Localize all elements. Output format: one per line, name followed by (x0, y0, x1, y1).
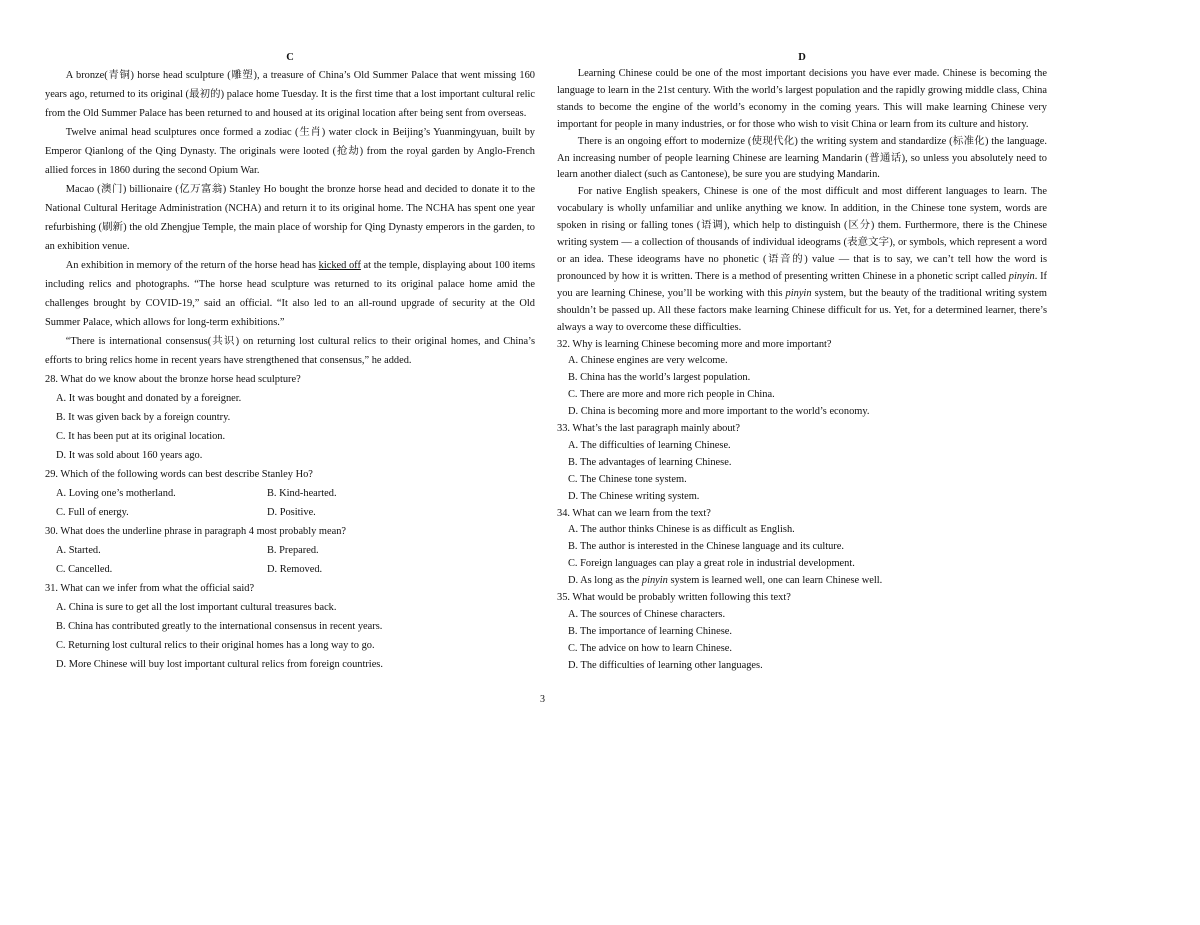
q28-option-d: D. It was sold about 160 years ago. (56, 450, 203, 461)
section-c-paragraph-3: Macao (澳门) billionaire (亿万富翁) Stanley Ho bought the bronze horse head and decided to donate it to the National Cultural Heritage Administration (NCHA) and return it to its original home. The NCHA has spent one year refurbishing (刷新) the old Zhengjue Temple, the main place of worship for Qing Dynasty emperors in the garden, to an exhibition venue. (45, 184, 535, 252)
section-c-paragraph-4 (45, 256, 535, 332)
section-d-paragraph-2: There is an ongoing effort to modernize (使现代化) the writing system and standardize (标准化) the language. An increasing number of people learning Chinese are learning Mandarin (普通话), so unless you absolutely need to learn another dialect (such as Cantonese), be sure you are studying Mandarin. (557, 135, 1047, 181)
question-31: 31. What can we infer from what the official said? (45, 583, 255, 594)
paragraph-3-text-c: system, but the beauty of the traditional writing system shouldn’t be passed up. All these factors make learning Chinese difficult for us. Yet, for a determined learner, there’s always a way to overcome these difficulties. (557, 287, 1047, 333)
q35-option-d: D. The difficulties of learning other languages. (568, 659, 763, 671)
paragraph-3-text-a: For native English speakers, Chinese is one of the most difficult and most different languages to learn. The vocabulary is wholly unfamiliar and unlike anything we know. In addition, in the Chinese tone system, words are spoken in rising or falling tones (语调), which help to distinguish (区分) them. Furthermore, there is the Chinese writing system — a collection of thousands of individual ideograms (表意文字), or symbols, which represent a word or an idea. These ideograms have no phonetic (语音的) value — that is to say, we can’t tell how the word is pronounced by how it is written. There is a method of presenting written Chinese in a phonetic script called (557, 186, 1047, 282)
q35-option-a: A. The sources of Chinese characters. (568, 609, 726, 620)
question-30: 30. What does the underline phrase in paragraph 4 most probably mean? (45, 526, 347, 537)
paragraph-4-text-a: An exhibition in memory of the return of the horse head has (65, 260, 319, 271)
question-33: 33. What’s the last paragraph mainly about? (557, 423, 741, 435)
q33-option-c: C. The Chinese tone system. (568, 473, 687, 485)
section-d-paragraph-3 (557, 184, 1047, 336)
q30-option-b: B. Prepared. (267, 545, 319, 556)
underlined-phrase: kicked off (318, 260, 361, 271)
q29-options (45, 484, 535, 522)
pinyin-term: pinyin (1008, 270, 1035, 282)
q28-option-a: A. It was bought and donated by a foreigner. (56, 393, 242, 404)
q34-option-d-text-a: D. As long as the (568, 575, 642, 587)
question-32: 32. Why is learning Chinese becoming more and more important? (557, 338, 832, 350)
section-c-paragraph-5: “There is international consensus(共识) on returning lost cultural relics to their original homes, and China’s efforts to bring relics home in recent years have strengthened that consensus,” he added. (45, 336, 535, 366)
q29-option-c: C. Full of energy. (56, 507, 129, 518)
q32-option-d: D. China is becoming more and more important to the world’s economy. (568, 406, 870, 418)
q31-option-b: B. China has contributed greatly to the international consensus in recent years. (56, 621, 383, 632)
q34-option-b: B. The author is interested in the Chinese language and its culture. (568, 541, 844, 553)
pinyin-term: pinyin (641, 575, 668, 587)
q33-option-a: A. The difficulties of learning Chinese. (568, 439, 731, 451)
q28-option-b: B. It was given back by a foreign country. (56, 412, 231, 423)
q34-option-c: C. Foreign languages can play a great role in industrial development. (568, 558, 855, 570)
q31-option-a: A. China is sure to get all the lost important cultural treasures back. (56, 602, 337, 613)
section-d-column (557, 50, 1047, 675)
section-c-heading: C (286, 52, 294, 63)
q32-option-a: A. Chinese engines are very welcome. (568, 355, 728, 367)
q30-option-c: C. Cancelled. (56, 564, 113, 575)
q32-option-b: B. China has the world’s largest population. (568, 372, 751, 384)
paragraph-3-text-b: . If you are learning Chinese, you’ll be working with this (557, 270, 1047, 299)
q30-option-d: D. Removed. (267, 564, 323, 575)
question-28: 28. What do we know about the bronze horse head sculpture? (45, 374, 301, 385)
q29-option-b: B. Kind-hearted. (267, 488, 337, 499)
question-35: 35. What would be probably written following this text? (557, 592, 791, 604)
q34-option-d (557, 573, 1047, 590)
q34-option-a: A. The author thinks Chinese is as difficult as English. (568, 524, 795, 536)
section-c-paragraph-1: A bronze(青铜) horse head sculpture (雕塑), a treasure of China’s Old Summer Palace that went missing 160 years ago, returned to its original (最初的) palace home Tuesday. It is the first time that a lost important cultural relic from the Old Summer Palace has been returned to and housed at its original location after being sent from overseas. (45, 70, 535, 119)
q34-option-d-text-b: system is learned well, one can learn Chinese well. (667, 575, 883, 587)
pinyin-term: pinyin (785, 287, 812, 299)
q33-option-b: B. The advantages of learning Chinese. (568, 456, 732, 468)
q33-option-d: D. The Chinese writing system. (568, 490, 700, 502)
q30-option-a: A. Started. (56, 545, 101, 556)
q35-option-c: C. The advice on how to learn Chinese. (568, 642, 732, 654)
question-34: 34. What can we learn from the text? (557, 507, 711, 519)
paragraph-4-text-b: at the temple, displaying about 100 items including relics and photographs. “The horse head sculpture was returned to its original palace home amid the challenges brought by COVID-19,” said an official. “It also led to an all-round upgrade of security at the Old Summer Palace, which allows for long-term exhibitions.” (45, 260, 535, 328)
section-d-heading: D (798, 52, 806, 63)
q30-options (45, 541, 535, 579)
question-29: 29. Which of the following words can best describe Stanley Ho? (45, 469, 313, 480)
section-d-paragraph-1: Learning Chinese could be one of the most important decisions you have ever made. Chinese is becoming the language to learn in the 21st century. With the world’s largest population and the rapidly growing middle class, China stands to become the engine of the world’s economy in the coming years. This will make learning Chinese very important for people in many industries, or for those who wish to visit China or learn from its culture and history. (557, 68, 1047, 130)
section-c-column (45, 50, 535, 674)
section-c-paragraph-2: Twelve animal head sculptures once formed a zodiac (生肖) water clock in Beijing’s Yuanmingyuan, built by Emperor Qianlong of the Qing Dynasty. The originals were looted (抢劫) from the royal garden by Anglo-French allied forces in 1860 during the second Opium War. (45, 127, 535, 176)
q28-option-c: C. It has been put at its original location. (56, 431, 226, 442)
q31-option-c: C. Returning lost cultural relics to their original homes has a long way to go. (56, 640, 375, 651)
q32-option-c: C. There are more and more rich people in China. (568, 389, 775, 401)
q29-option-a: A. Loving one’s motherland. (56, 488, 176, 499)
q35-option-b: B. The importance of learning Chinese. (568, 625, 732, 637)
q29-option-d: D. Positive. (267, 507, 316, 518)
q31-option-d: D. More Chinese will buy lost important cultural relics from foreign countries. (56, 659, 383, 670)
page-number: 3 (540, 694, 545, 705)
